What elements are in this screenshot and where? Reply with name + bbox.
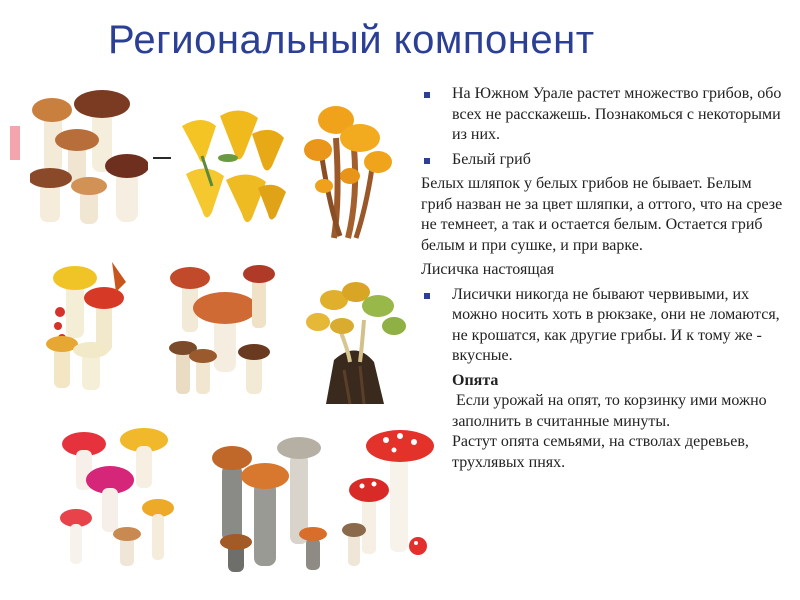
text-panel — [421, 84, 783, 473]
honey-fungus-heading: Опята — [452, 371, 499, 389]
accent-bar — [10, 126, 20, 160]
honey-fungus-orange-image — [300, 98, 396, 244]
bullet-square-icon — [424, 293, 430, 299]
honey-fungus-description-2: Растут опята семьями, на стволах деревьев, трухлявых пнях. — [452, 433, 749, 471]
birch-boletes-image — [210, 434, 328, 574]
bullet-square-icon — [424, 158, 430, 164]
chanterelle-heading — [421, 260, 783, 281]
honey-fungus-description-1: Если урожай на опят, то корзинку ими можно заполнить в считанные минуты. — [452, 392, 767, 430]
honey-fungus-section — [421, 371, 783, 474]
accent-dash — [153, 157, 171, 159]
bullet-square-icon — [424, 92, 430, 98]
slide-title: Региональный компонент — [108, 18, 595, 62]
bullet-intro-text: На Южном Урале растет множество грибов, обо всех не расскажешь. Познакомься с некоторыми из них. — [452, 85, 782, 143]
porcini-mushrooms-image — [30, 84, 148, 228]
mixed-boletes-image — [166, 258, 278, 398]
boletus-group-image — [46, 252, 132, 392]
honey-fungus-stump-image — [304, 270, 408, 410]
bullet-white-mushroom — [421, 150, 783, 171]
russula-image — [58, 424, 176, 572]
white-mushroom-heading: Белый гриб — [452, 150, 531, 168]
bullet-intro — [421, 84, 783, 146]
white-mushroom-description — [421, 174, 783, 256]
bullet-chanterelle — [421, 285, 783, 367]
white-mushroom-description-text: Белых шляпок у белых грибов не бывает. Белым гриб назван не за цвет шляпки, а оттого, что на срезе не темнеет, а так и остается белым. Остается гриб белым и при сушке, и при варке. — [421, 175, 783, 254]
chanterelle-description-text: Лисички никогда не бывают червивыми, их можно носить хоть в рюкзаке, они не ломаются, не крошатся, как другие грибы. И к тому же - вкусные. — [452, 285, 780, 364]
chanterelle-heading-text: Лисичка настоящая — [421, 261, 555, 278]
chanterelle-mushrooms-image — [172, 96, 290, 228]
